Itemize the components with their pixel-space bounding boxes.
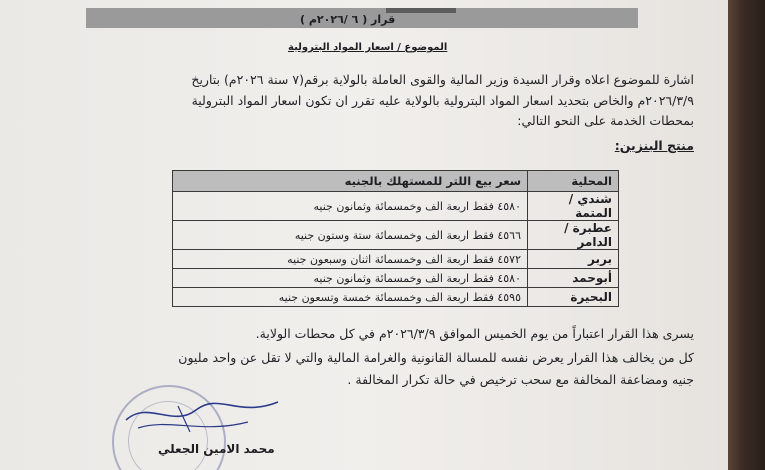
table-row: [173, 250, 619, 269]
table-row: [173, 288, 619, 307]
signatory-name: محمد الامين الجعلي: [158, 442, 275, 456]
header-bar-mark: [386, 8, 456, 13]
product-heading: منتج البنزين:: [614, 138, 694, 153]
price-column-header: سعر بيع اللتر للمستهلك بالجنيه: [173, 171, 528, 192]
table-header-row: [173, 171, 619, 192]
penalty-line-1: كل من يخالف هذا القرار يعرض نفسه للمسالة القانونية والغرامة المالية والتي لا تقل عن واحد مليون: [178, 350, 694, 365]
locality-column-header: المحلية: [528, 171, 619, 192]
price-table: [172, 170, 619, 307]
body-line-3: بمحطات الخدمة على النحو التالي:: [517, 113, 694, 128]
table-row: [173, 221, 619, 250]
decision-reference: قرار ( ٦ /٢٠٢٦م ): [300, 13, 396, 26]
locality-cell: أبوحمد: [528, 269, 619, 288]
desk-background: [728, 0, 765, 470]
price-cell: ٤٥٨٠ فقط اربعة الف وخمسمائة وثمانون جنيه: [173, 192, 528, 221]
price-cell: ٤٥٦٦ فقط اربعة الف وخمسمائة ستة وستون جنيه: [173, 221, 528, 250]
body-line-1: اشارة للموضوع اعلاه وقرار السيدة وزير المالية والقوى العاملة بالولاية برقم(٧ سنة ٢٠٢٦م) بتاريخ: [191, 72, 694, 87]
subject-line: الموضوع / اسعار المواد البترولية: [288, 42, 448, 53]
locality-cell: شندي / المتمة: [528, 192, 619, 221]
price-cell: ٤٥٨٠ فقط اربعة الف وخمسمائة وثمانون جنيه: [173, 269, 528, 288]
body-line-2: ٢٠٢٦/٣/٩م والخاص بتحديد اسعار المواد البترولية بالولاية عليه تقرر ان تكون اسعار المواد البترولية: [191, 93, 694, 108]
table-row: [173, 192, 619, 221]
locality-cell: البحيرة: [528, 288, 619, 307]
handwritten-signature: [118, 388, 288, 448]
locality-cell: بربر: [528, 250, 619, 269]
penalty-line-2: جنيه ومضاعفة المخالفة مع سحب ترخيص في حالة تكرار المخالفة .: [347, 372, 694, 387]
price-cell: ٤٥٧٢ فقط اربعة الف وخمسمائة اثنان وسبعون جنيه: [173, 250, 528, 269]
table-row: [173, 269, 619, 288]
locality-cell: عطبرة / الدامر: [528, 221, 619, 250]
price-cell: ٤٥٩٥ فقط اربعة الف وخمسمائة خمسة وتسعون جنيه: [173, 288, 528, 307]
effective-date-line: يسرى هذا القرار اعتباراً من يوم الخميس الموافق ٢٠٢٦/٣/٩م في كل محطات الولاية.: [255, 326, 694, 341]
